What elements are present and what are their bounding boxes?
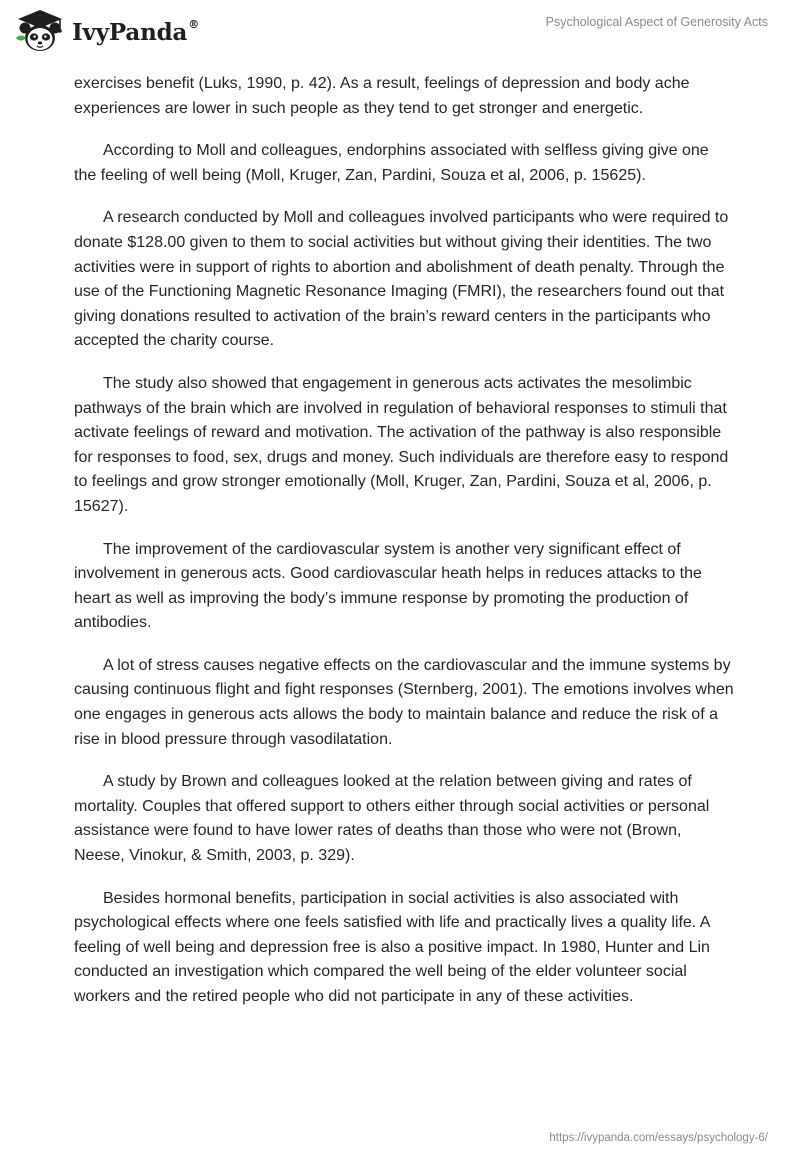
paragraph: A research conducted by Moll and colleagues involved participants who were required to donate $128.00 given to them to social activities but without giving their identities. The two activities were in support of rights to abortion and abolishment of death penalty. Through the use of the Functioning Magnetic Resonance Imaging (FMRI), the researchers found out that giving donations resulted to activation of the brain’s reward centers in the participants who accepted the charity course. [74, 209, 729, 350]
paragraph: The study also showed that engagement in generous acts activates the mesolimbic pathways of the brain which are involved in regulation of behavioral responses to stimuli that activate feelings of reward and motivation. The activation of the pathway is also responsible for responses to food, sex, drugs and money. Such individuals are therefore easy to respond to feelings and grow stronger emotionally (Moll, Kruger, Zan, Pardini, Souza et al, 2006, p. 15627). [74, 374, 729, 515]
paragraph: Besides hormonal benefits, participation in social activities is also associated with psychological effects where one feels satisfied with life and practically lives a quality life. A feeling of well being and depression free is also a positive impact. In 1980, Hunter and Lin conducted an investigation which compared the well being of the elder volunteer social workers and the retired people who did not participate in any of these activities. [74, 889, 710, 1005]
paragraph: A lot of stress causes negative effects on the cardiovascular and the immune systems by causing continuous flight and fight responses (Sternberg, 2001). The emotions involves when one engages in generous acts allows the body to maintain balance and reduce the risk of a rise in blood pressure through vasodilatation. [74, 656, 734, 748]
ivypanda-logo[interactable] [14, 8, 199, 56]
registered-mark: ® [188, 17, 199, 31]
paragraph-continued: exercises benefit (Luks, 1990, p. 42). As a result, feelings of depression and body ache experiences are lower in such people as they tend to get stronger and energetic. [74, 75, 690, 117]
essay-body [74, 72, 734, 1028]
footer-url-link[interactable]: https://ivypanda.com/essays/psychology-6/ [549, 1132, 768, 1144]
paragraph: A study by Brown and colleagues looked at the relation between giving and rates of mortality. Couples that offered support to others either through social activities or personal assistance were found to have lower rates of deaths than those who were not (Brown, Neese, Vinokur, & Smith, 2003, p. 329). [74, 773, 710, 865]
paragraph: The improvement of the cardiovascular system is another very significant effect of involvement in generous acts. Good cardiovascular heath helps in reduces attacks to the heart as well as improving the body’s immune response by promoting the production of antibodies. [74, 540, 702, 632]
panda-graduate-icon [14, 8, 66, 56]
paragraph: According to Moll and colleagues, endorphins associated with selfless giving give one the feeling of well being (Moll, Kruger, Zan, Pardini, Souza et al, 2006, p. 15625). [74, 142, 709, 184]
page-header [0, 0, 800, 60]
document-title: Psychological Aspect of Generosity Acts [545, 15, 768, 29]
logo-text: IvyPanda® [72, 17, 199, 46]
